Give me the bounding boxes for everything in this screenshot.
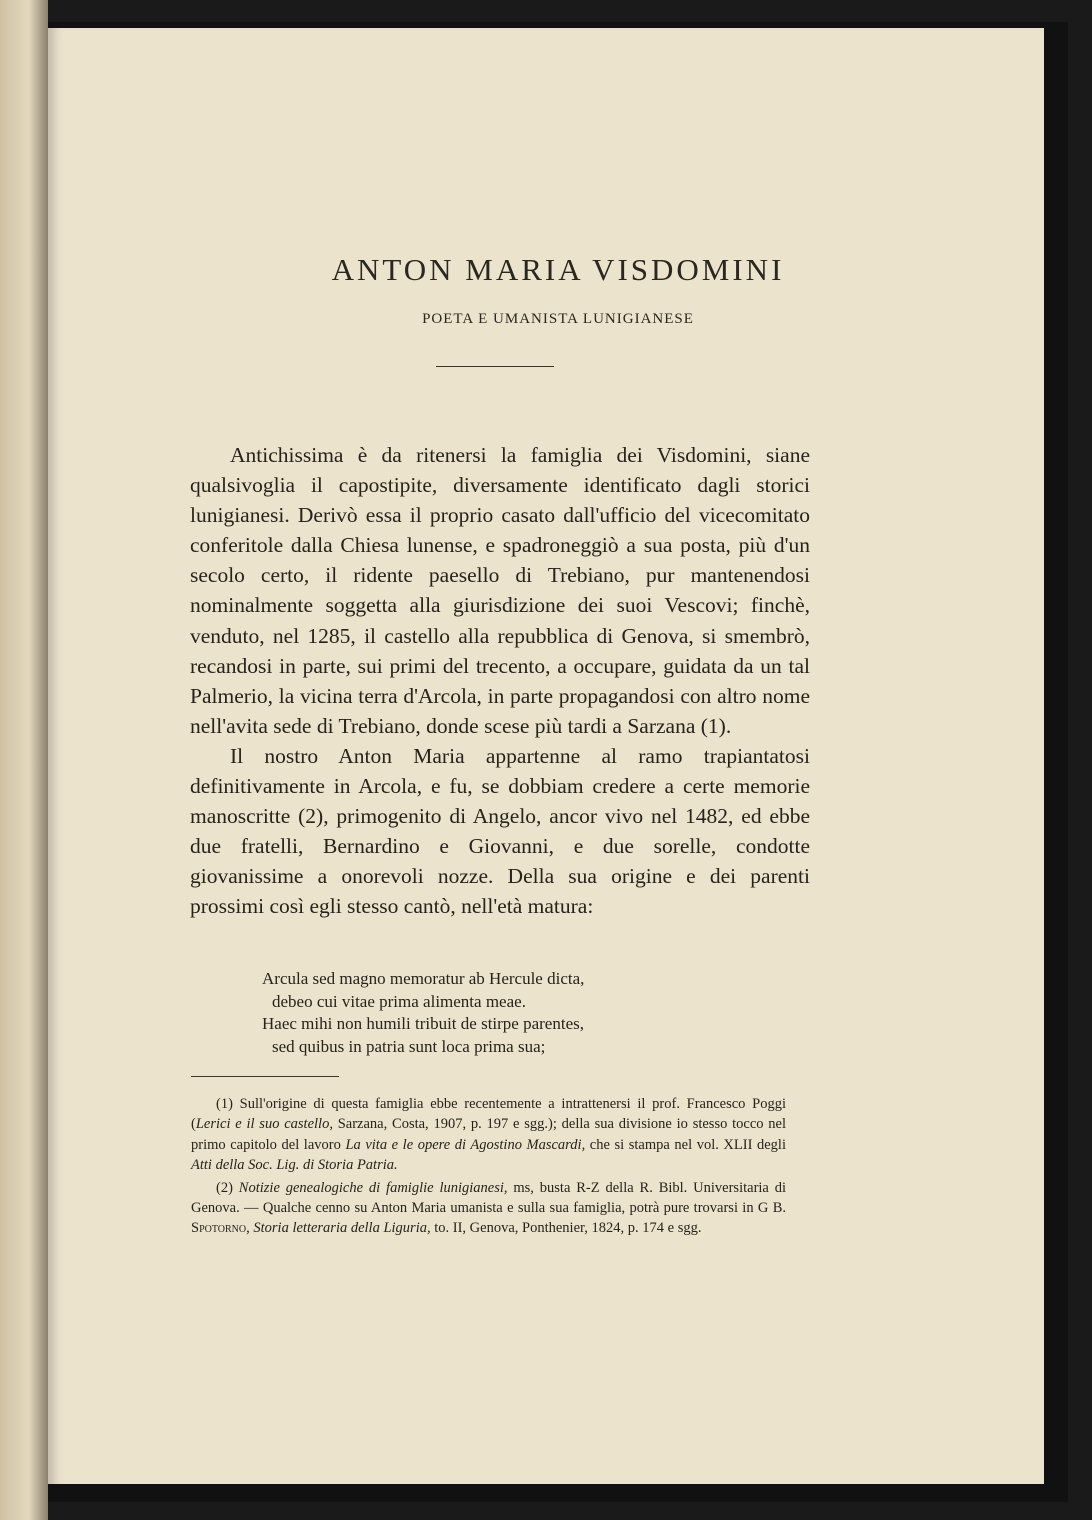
footnote-title: Lerici e il suo castello, (195, 1116, 333, 1133)
footnote-text: ms, busta R-Z della R. Bibl. Universitaria di Genova. — Qualche cenno su Anton Maria umanista e sulla sua famiglia, potrà pure trovarsi in G B. (191, 1179, 786, 1217)
verse-line: Arcula sed magno memoratur ab Hercule dicta, (262, 969, 585, 988)
footnote-text: to. II, Genova, Ponthenier, 1824, p. 174 e sgg. (430, 1220, 702, 1237)
footnote-title: Atti della Soc. Lig. di Storia Patria. (191, 1157, 398, 1174)
footnote-title: Storia letteraria della Liguria, (253, 1220, 431, 1237)
verse-line: Haec mihi non humili tribuit de stirpe parentes, (262, 1014, 584, 1033)
paragraph: Antichissima è da ritenersi la famiglia dei Visdomini, siane qualsivoglia il capostipite, diversamente identificato dagli storici lunigianesi. Derivò essa il proprio casato dall'ufficio del vicecomitato conferitole dalla Chiesa lunense, e spadroneggiò a sua posta, più d'un secolo certo, il ridente paesello di Trebiano, pur mantenendosi nominalmente soggetta alla giurisdizione dei suoi Vescovi; finchè, venduto, nel 1285, il castello alla repubblica di Genova, si smembrò, recandosi in parte, sui primi del trecento, a occupare, guidata da un tal Palmerio, la vicina terra d'Arcola, in parte propagandosi con altro nome nell'avita sede di Trebiano, donde scese più tardi a Sarzana (1). (190, 443, 810, 738)
footnote-1 (191, 1094, 786, 1176)
footnote-text: , (246, 1220, 254, 1237)
verse-line: debeo cui vitae prima alimenta meae. (272, 991, 526, 1011)
paragraph: Il nostro Anton Maria appartenne al ramo trapiantatosi definitivamente in Arcola, e fu, se dobbiam credere a certe memorie manoscritte (2), primogenito di Angelo, ancor vivo nel 1482, ed ebbe due fratelli, Bernardino e Giovanni, e due sorelle, condotte giovanissime a onorevoli nozze. Della sua origine e dei parenti prossimi così egli stesso cantò, nell'età matura: (190, 743, 810, 919)
footnote-marker: (2) (216, 1179, 233, 1196)
book-page (48, 22, 1068, 1502)
footnote-divider (191, 1076, 339, 1077)
article-title: ANTON MARIA VISDOMINI (331, 252, 785, 287)
facing-page-edge (0, 0, 48, 1520)
footnote-marker: (1) (216, 1096, 233, 1112)
footnote-author: Spotorno (191, 1220, 247, 1237)
body-text (190, 440, 810, 922)
article-subtitle: POETA E UMANISTA LUNIGIANESE (422, 311, 694, 327)
footnote-title: La vita e le opere di Agostino Mascardi, (345, 1136, 586, 1153)
verse-line: sed quibus in patria sunt loca prima sua; (272, 1036, 546, 1056)
title-divider (436, 366, 554, 367)
footnote-text: che si stampa nel vol. XLII degli (585, 1136, 786, 1153)
footnote-title: Notizie genealogiche di famiglie lunigianesi, (238, 1179, 508, 1196)
latin-verse (262, 968, 782, 1058)
footnote-text: Sarzana, Costa, 1907, p. 197 e sgg.); della sua divisione io stesso tocco nel primo capitolo del lavoro (191, 1116, 787, 1153)
footnote-text: Sull'origine di questa famiglia ebbe recentemente a intrattenersi il prof. Francesco Poggi ( (191, 1096, 786, 1133)
footnote-2 (191, 1178, 786, 1239)
footnotes (191, 1094, 786, 1241)
